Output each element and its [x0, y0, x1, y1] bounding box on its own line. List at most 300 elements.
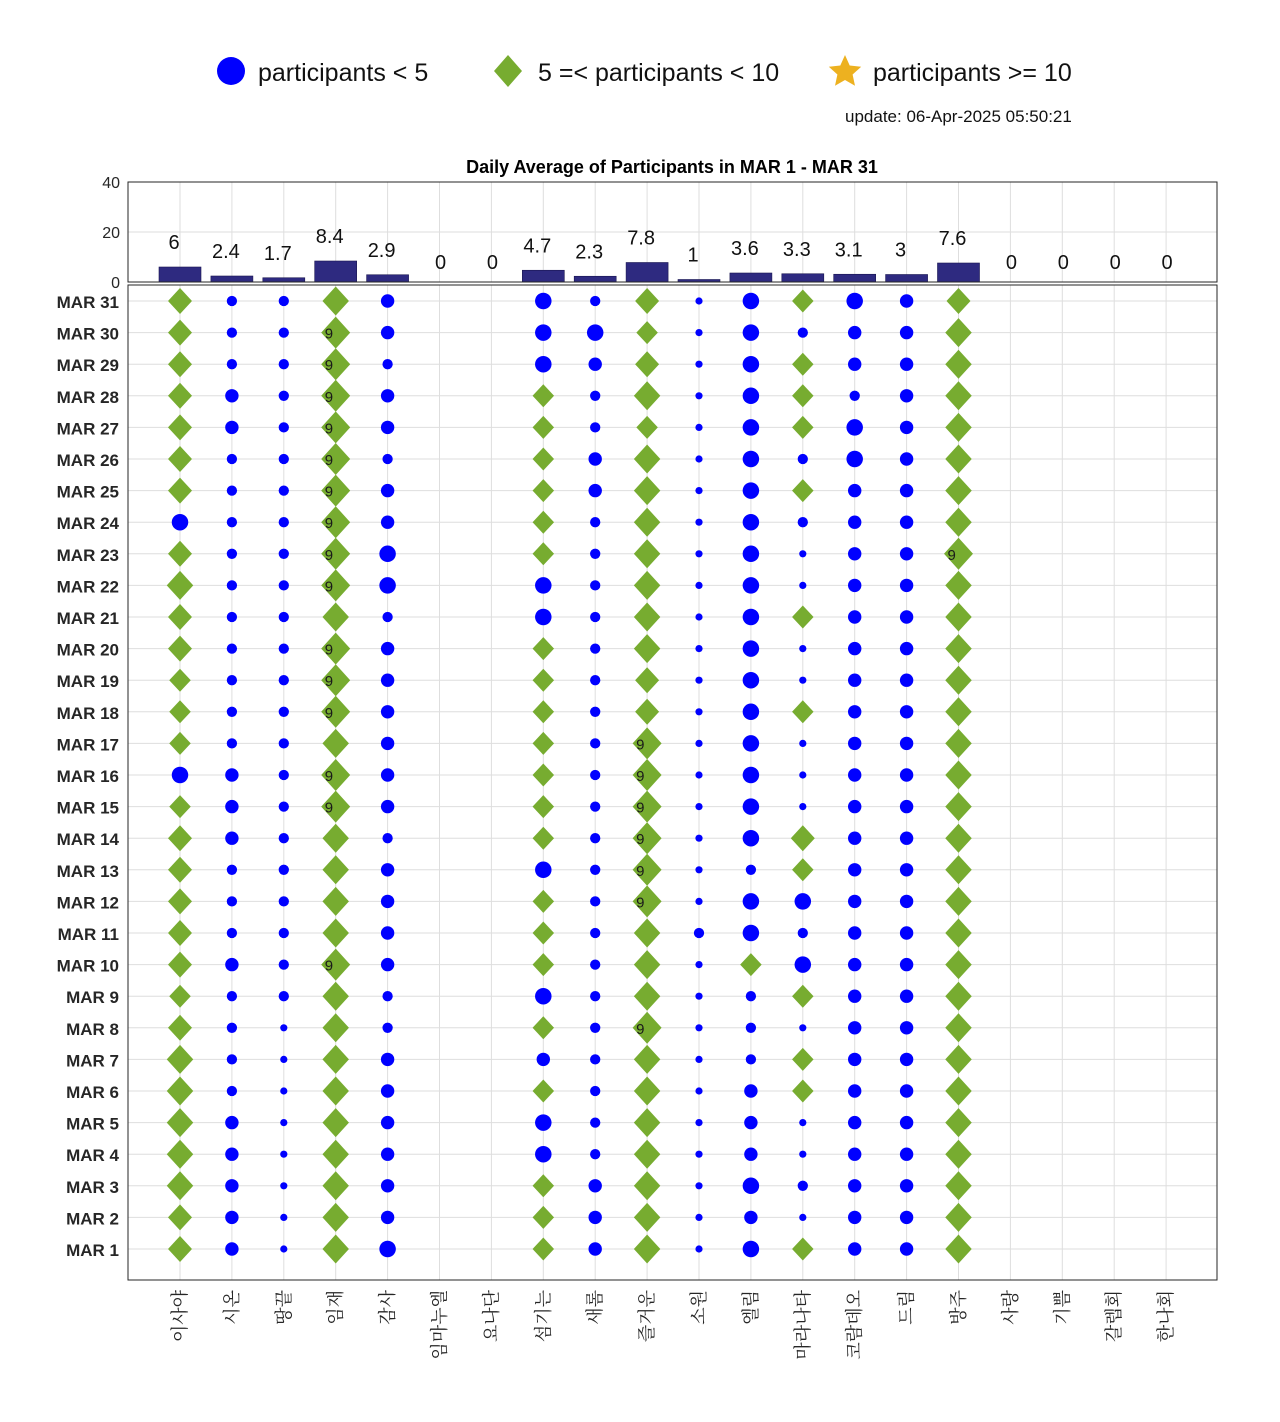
participants-circle-marker	[848, 1148, 861, 1161]
participants-circle-marker	[848, 1242, 861, 1255]
participants-circle-marker	[225, 800, 238, 813]
bar-value-label: 0	[486, 252, 498, 274]
participants-circle-marker	[279, 707, 289, 717]
participants-circle-marker	[743, 514, 760, 531]
participants-diamond-marker	[945, 413, 972, 442]
participants-circle-marker	[537, 1053, 550, 1066]
participants-circle-marker	[280, 1024, 287, 1031]
participants-circle-marker	[695, 297, 702, 304]
group-column-label: 새롬	[585, 1290, 607, 1325]
participants-diamond-marker	[945, 982, 972, 1011]
participants-circle-marker	[225, 421, 238, 434]
participants-diamond-marker	[634, 571, 661, 600]
participants-circle-marker	[900, 421, 913, 434]
participants-diamond-marker	[322, 1045, 349, 1074]
bar-value-label: 2.9	[367, 239, 396, 262]
date-row-label: MAR 6	[66, 1083, 119, 1102]
participants-circle-marker	[227, 707, 237, 717]
participants-circle-marker	[799, 677, 806, 684]
participants-circle-marker	[590, 296, 600, 306]
participants-diamond-marker	[947, 288, 971, 314]
participants-circle-marker	[743, 640, 760, 657]
participants-circle-marker	[744, 1211, 757, 1224]
participants-diamond-marker	[168, 888, 192, 914]
participants-circle-marker	[848, 705, 861, 718]
participants-circle-marker	[848, 547, 861, 560]
participants-circle-marker	[381, 1116, 394, 1129]
group-column-label: 요나단	[481, 1290, 503, 1343]
participants-circle-marker	[172, 514, 189, 531]
participants-circle-marker	[743, 546, 760, 563]
participants-circle-marker	[590, 517, 600, 527]
participants-circle-marker	[280, 1245, 287, 1252]
participants-circle-marker	[590, 1149, 600, 1159]
participants-circle-marker	[695, 329, 702, 336]
participants-circle-marker	[589, 1242, 602, 1255]
participants-diamond-marker	[533, 1016, 555, 1039]
bar-value-label: 8.4	[315, 226, 344, 248]
participants-diamond-marker	[168, 1204, 192, 1230]
participants-circle-marker	[900, 484, 913, 497]
participants-circle-marker	[587, 324, 604, 341]
participants-diamond-marker	[168, 1236, 192, 1262]
participants-diamond-marker	[533, 416, 555, 439]
participants-circle-marker	[381, 895, 394, 908]
participants-diamond-marker	[168, 952, 192, 978]
date-row-label: MAR 24	[56, 514, 119, 534]
participants-diamond-marker	[322, 855, 349, 884]
participants-circle-marker	[227, 896, 237, 906]
participants-circle-marker	[535, 577, 552, 594]
participants-circle-marker	[746, 865, 756, 875]
participants-circle-marker	[743, 388, 760, 405]
participants-circle-marker	[225, 1148, 238, 1161]
participants-circle-marker	[900, 990, 913, 1003]
participants-circle-marker	[279, 770, 289, 780]
participants-count-label: 9	[636, 768, 645, 785]
participants-circle-marker	[695, 1245, 702, 1252]
participants-diamond-marker	[168, 320, 192, 346]
participants-diamond-marker	[945, 571, 972, 600]
date-row-label: MAR 18	[56, 703, 119, 723]
participants-circle-marker	[590, 991, 600, 1001]
participants-diamond-marker	[167, 1140, 194, 1169]
date-row-label: MAR 8	[66, 1019, 119, 1039]
date-row-label: MAR 20	[56, 640, 119, 660]
participants-circle-marker	[900, 610, 913, 623]
participants-circle-marker	[381, 1211, 394, 1224]
participants-circle-marker	[381, 674, 394, 687]
participants-count-label: 9	[324, 578, 334, 596]
participants-circle-marker	[279, 959, 289, 969]
participants-circle-marker	[848, 800, 861, 813]
participants-circle-marker	[227, 517, 237, 527]
participants-diamond-marker	[945, 1203, 972, 1232]
participants-circle-marker	[900, 389, 913, 402]
participants-circle-marker	[590, 959, 600, 969]
participants-circle-marker	[280, 1214, 287, 1221]
bar-value-label: 2.4	[211, 241, 240, 263]
participants-circle-marker	[535, 1114, 552, 1131]
participants-circle-marker	[900, 1021, 913, 1034]
participants-circle-marker	[743, 893, 760, 910]
participants-circle-marker	[848, 1179, 861, 1192]
legend-star-marker	[829, 55, 861, 86]
date-row-label: MAR 27	[56, 419, 119, 439]
participants-circle-marker	[381, 326, 394, 339]
participants-diamond-marker	[167, 1045, 194, 1074]
participants-diamond-marker	[634, 539, 661, 568]
participants-diamond-marker	[945, 634, 972, 663]
update-timestamp: update: 06-Apr-2025 05:50:21	[845, 107, 1072, 126]
bar-value-label: 7.8	[627, 227, 656, 250]
participants-diamond-marker	[945, 761, 972, 790]
participants-diamond-marker	[945, 350, 972, 379]
participants-circle-marker	[799, 582, 806, 589]
participants-circle-marker	[695, 582, 702, 589]
participants-circle-marker	[695, 835, 702, 842]
participants-circle-marker	[695, 961, 702, 968]
participants-circle-marker	[279, 327, 289, 337]
participants-diamond-marker	[168, 1015, 192, 1041]
participants-diamond-marker	[792, 384, 814, 407]
participants-diamond-marker	[634, 1203, 661, 1232]
bar-value-label: 4.7	[523, 235, 552, 258]
bar	[574, 276, 616, 282]
participants-diamond-marker	[791, 825, 815, 851]
date-row-label: MAR 16	[56, 767, 119, 786]
bar-value-label: 3	[895, 239, 907, 262]
participants-circle-marker	[900, 516, 913, 529]
participants-circle-marker	[695, 645, 702, 652]
participants-count-label: 9	[324, 325, 334, 343]
participants-circle-marker	[590, 643, 600, 653]
group-column-label: 이사야	[170, 1290, 191, 1343]
participants-circle-marker	[379, 546, 396, 563]
participants-diamond-marker	[634, 1140, 661, 1169]
participants-circle-marker	[589, 1179, 602, 1192]
participants-circle-marker	[590, 1086, 600, 1096]
participants-circle-marker	[848, 579, 861, 592]
participants-circle-marker	[227, 454, 237, 464]
participants-circle-marker	[227, 580, 237, 590]
date-row-label: MAR 1	[66, 1241, 119, 1260]
date-row-label: MAR 17	[56, 735, 119, 755]
participants-count-label: 9	[324, 388, 334, 406]
participants-diamond-marker	[322, 919, 349, 948]
participants-circle-marker	[743, 1178, 760, 1195]
participants-diamond-marker	[634, 919, 661, 948]
participants-circle-marker	[799, 550, 806, 557]
participants-circle-marker	[280, 1119, 287, 1126]
participants-diamond-marker	[533, 764, 555, 787]
participants-circle-marker	[848, 1116, 861, 1129]
participants-count-label: 9	[324, 420, 334, 438]
participants-diamond-marker	[322, 287, 349, 316]
participants-count-label: 9	[636, 862, 645, 880]
participants-circle-marker	[590, 928, 600, 938]
participants-circle-marker	[846, 419, 863, 436]
participants-diamond-marker	[792, 1238, 814, 1261]
date-row-label: MAR 23	[56, 545, 119, 565]
participants-circle-marker	[589, 452, 602, 465]
participants-diamond-marker	[792, 700, 814, 723]
participants-circle-marker	[227, 738, 237, 748]
date-row-label: MAR 31	[56, 293, 119, 312]
participants-diamond-marker	[792, 353, 814, 376]
participants-circle-marker	[795, 956, 812, 973]
group-column-label: 엘림	[740, 1290, 762, 1325]
participants-diamond-marker	[322, 729, 349, 758]
participants-diamond-marker	[168, 604, 192, 630]
participants-circle-marker	[381, 484, 394, 497]
date-row-label: MAR 25	[56, 482, 119, 502]
participants-circle-marker	[590, 833, 600, 843]
participants-count-label: 9	[324, 452, 334, 469]
participants-circle-marker	[695, 1087, 702, 1094]
participants-count-label: 9	[324, 704, 334, 722]
participants-circle-marker	[280, 1056, 287, 1063]
participants-diamond-marker	[945, 666, 972, 695]
bar	[626, 263, 668, 283]
participants-count-label: 9	[324, 799, 334, 817]
participants-diamond-marker	[168, 414, 192, 440]
participants-circle-marker	[279, 738, 289, 748]
participants-circle-marker	[535, 356, 552, 373]
bar	[315, 261, 357, 282]
participants-circle-marker	[695, 677, 702, 684]
participants-diamond-marker	[945, 1140, 972, 1169]
participants-diamond-marker	[945, 919, 972, 948]
participants-circle-marker	[590, 1023, 600, 1033]
participants-circle-marker	[848, 326, 861, 339]
participants-circle-marker	[279, 454, 289, 464]
bar	[263, 278, 305, 282]
participants-diamond-marker	[533, 384, 555, 407]
participants-diamond-marker	[634, 950, 661, 979]
group-column-label: 사랑	[1000, 1290, 1022, 1325]
participants-circle-marker	[590, 675, 600, 685]
participants-circle-marker	[382, 991, 392, 1001]
participants-diamond-marker	[634, 634, 661, 663]
participants-diamond-marker	[533, 827, 555, 850]
scatter-grid	[128, 285, 1217, 1280]
participants-diamond-marker	[168, 825, 192, 851]
participants-count-label: 9	[636, 831, 645, 849]
participants-circle-marker	[382, 454, 392, 464]
participants-circle-marker	[798, 517, 808, 527]
participants-circle-marker	[279, 359, 289, 369]
participants-diamond-marker	[945, 318, 972, 347]
participants-circle-marker	[381, 1179, 394, 1192]
participants-diamond-marker	[634, 1045, 661, 1074]
participants-diamond-marker	[634, 603, 661, 632]
participants-circle-marker	[381, 800, 394, 813]
participants-circle-marker	[848, 895, 861, 908]
participants-circle-marker	[590, 612, 600, 622]
participants-diamond-marker	[945, 1235, 972, 1264]
participants-diamond-marker	[945, 1108, 972, 1137]
participants-circle-marker	[795, 893, 812, 910]
participants-circle-marker	[590, 391, 600, 401]
participants-diamond-marker	[533, 1174, 555, 1197]
bar	[730, 273, 772, 282]
participants-diamond-marker	[168, 920, 192, 946]
participants-circle-marker	[848, 358, 861, 371]
participants-diamond-marker	[792, 985, 814, 1008]
group-column-label: 시온	[221, 1290, 243, 1325]
bar-value-label: 3.6	[730, 238, 759, 260]
bar	[834, 274, 876, 282]
participants-circle-marker	[227, 1086, 237, 1096]
participants-circle-marker	[381, 863, 394, 876]
participants-circle-marker	[848, 642, 861, 655]
participants-circle-marker	[227, 675, 237, 685]
participants-circle-marker	[381, 294, 394, 307]
participants-circle-marker	[279, 643, 289, 653]
participants-circle-marker	[798, 327, 808, 337]
participants-diamond-marker	[533, 953, 555, 976]
participants-circle-marker	[279, 896, 289, 906]
participants-circle-marker	[900, 642, 913, 655]
participants-circle-marker	[743, 735, 760, 752]
participants-circle-marker	[900, 1116, 913, 1129]
bar-y-tick-label: 40	[102, 175, 120, 192]
participants-diamond-marker	[533, 669, 555, 692]
group-column-label: 갈렙회	[1104, 1290, 1126, 1343]
participants-count-label: 9	[636, 736, 645, 754]
participants-circle-marker	[743, 356, 760, 373]
participants-circle-marker	[743, 577, 760, 594]
participants-circle-marker	[695, 519, 702, 526]
participants-diamond-marker	[634, 1077, 661, 1106]
participants-diamond-marker	[168, 383, 192, 409]
participants-diamond-marker	[634, 1108, 661, 1137]
group-column-labels	[170, 1289, 1177, 1359]
date-row-label: MAR 10	[56, 956, 119, 976]
participants-circle-marker	[590, 580, 600, 590]
participants-circle-marker	[695, 898, 702, 905]
participants-circle-marker	[535, 862, 552, 879]
group-column-label: 코람데오	[844, 1290, 866, 1360]
date-row-label: MAR 29	[56, 356, 119, 376]
bar-y-tick-label: 20	[102, 225, 120, 242]
participants-diamond-marker	[635, 351, 659, 377]
participants-diamond-marker	[168, 478, 192, 504]
participants-circle-marker	[590, 770, 600, 780]
participants-diamond-marker	[169, 700, 191, 723]
participants-circle-marker	[799, 803, 806, 810]
participants-circle-marker	[695, 740, 702, 747]
participants-count-label: 9	[324, 515, 334, 533]
participants-diamond-marker	[168, 636, 192, 662]
participants-count-label: 9	[324, 483, 334, 501]
participants-circle-marker	[225, 1211, 238, 1224]
date-row-label: MAR 14	[56, 830, 119, 850]
participants-diamond-marker	[945, 508, 972, 537]
participants-circle-marker	[381, 705, 394, 718]
participants-circle-marker	[744, 1084, 757, 1097]
participants-circle-marker	[227, 549, 237, 559]
participants-circle-marker	[743, 324, 760, 341]
date-row-label: MAR 30	[56, 324, 119, 344]
participants-circle-marker	[535, 988, 552, 1005]
participants-circle-marker	[743, 830, 760, 847]
participants-circle-marker	[900, 294, 913, 307]
participants-diamond-marker	[634, 982, 661, 1011]
participants-circle-marker	[799, 1119, 806, 1126]
participants-circle-marker	[695, 1182, 702, 1189]
participants-count-label: 9	[636, 1020, 645, 1038]
participants-circle-marker	[695, 392, 702, 399]
participants-circle-marker	[225, 958, 238, 971]
participants-circle-marker	[695, 361, 702, 368]
participants-circle-marker	[900, 674, 913, 687]
participants-circle-marker	[381, 1084, 394, 1097]
participants-circle-marker	[900, 547, 913, 560]
bar-value-label: 1	[687, 244, 699, 267]
participants-diamond-marker	[167, 1077, 194, 1106]
participants-circle-marker	[590, 865, 600, 875]
group-column-label: 땅끝	[273, 1290, 295, 1325]
group-column-label: 한나회	[1156, 1290, 1178, 1343]
participants-diamond-marker	[945, 476, 972, 505]
participants-circle-marker	[798, 928, 808, 938]
participants-circle-marker	[279, 485, 289, 495]
participants-circle-marker	[743, 798, 760, 815]
date-row-label: MAR 11	[57, 925, 119, 944]
bar-value-label: 0	[1005, 252, 1017, 274]
group-column-label: 감사	[377, 1290, 399, 1325]
participants-diamond-marker	[322, 1140, 349, 1169]
bar-value-label: 2.3	[575, 241, 604, 264]
participants-circle-marker	[535, 293, 552, 310]
participants-diamond-marker	[792, 606, 814, 629]
participants-circle-marker	[695, 1151, 702, 1158]
bar-value-label: 3.3	[782, 238, 811, 261]
participants-circle-marker	[695, 1119, 702, 1126]
participants-circle-marker	[900, 1148, 913, 1161]
date-row-label: MAR 3	[66, 1177, 119, 1197]
participants-circle-marker	[280, 1151, 287, 1158]
participants-circle-marker	[744, 1116, 757, 1129]
participants-circle-marker	[799, 740, 806, 747]
participants-circle-marker	[381, 389, 394, 402]
participants-count-label: 9	[324, 546, 334, 564]
participants-circle-marker	[848, 674, 861, 687]
participants-diamond-marker	[740, 953, 762, 976]
participants-diamond-marker	[634, 1171, 661, 1200]
participants-diamond-marker	[533, 922, 555, 945]
participants-circle-marker	[743, 672, 760, 689]
participants-circle-marker	[695, 993, 702, 1000]
participants-circle-marker	[799, 645, 806, 652]
group-column-label: 섬기는	[533, 1290, 555, 1343]
participants-circle-marker	[848, 737, 861, 750]
participants-diamond-marker	[945, 950, 972, 979]
participants-diamond-marker	[792, 1048, 814, 1071]
participants-circle-marker	[590, 1117, 600, 1127]
participants-circle-marker	[279, 391, 289, 401]
bar-value-label: 0	[1109, 252, 1121, 274]
date-row-label: MAR 9	[66, 988, 119, 1008]
bar	[522, 270, 564, 282]
participants-circle-marker	[799, 771, 806, 778]
bar-value-label: 1.7	[263, 242, 292, 265]
participants-diamond-marker	[322, 982, 349, 1011]
participants-circle-marker	[900, 1242, 913, 1255]
participants-diamond-marker	[636, 321, 658, 344]
